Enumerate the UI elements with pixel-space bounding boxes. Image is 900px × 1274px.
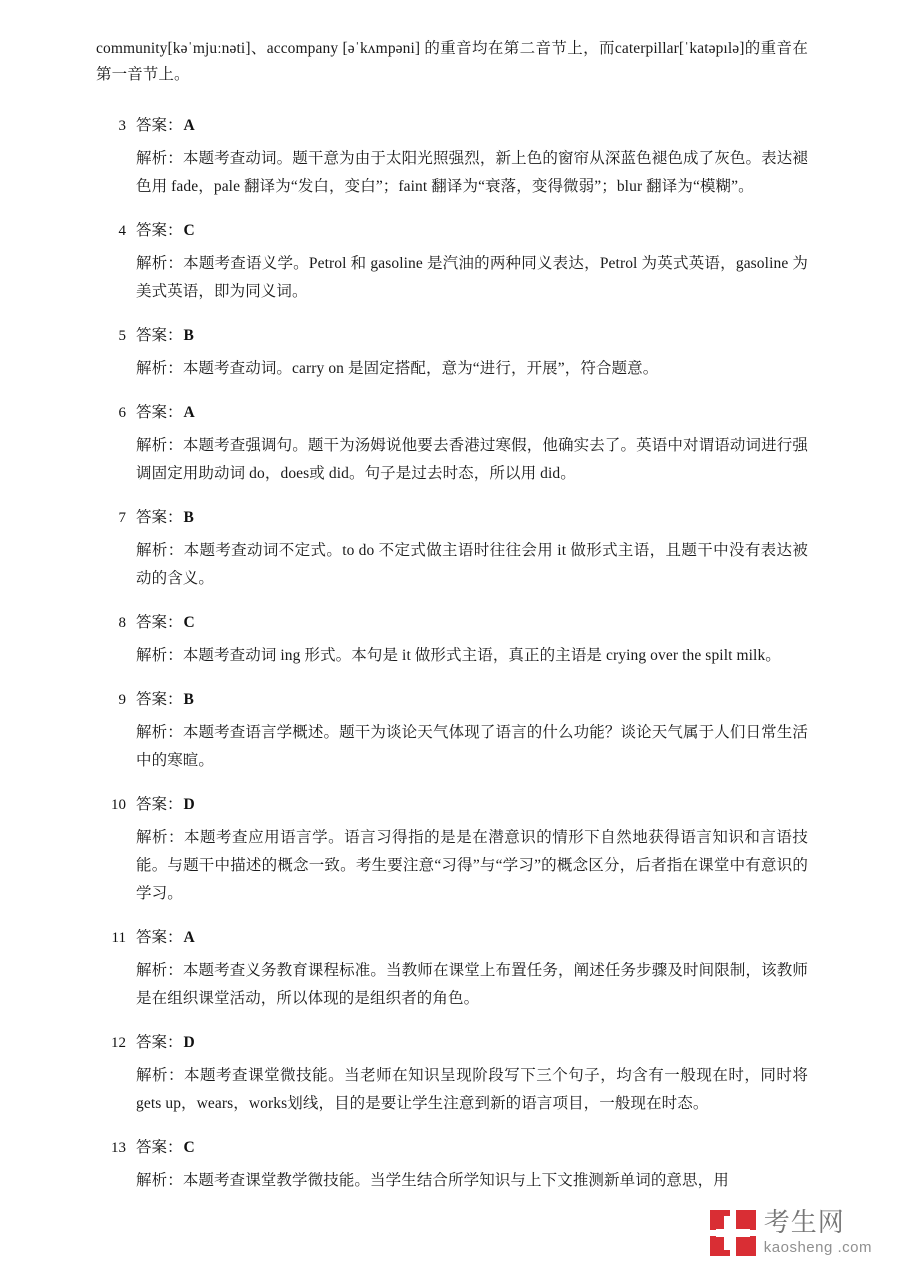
answer-label: 答案： [136, 796, 183, 813]
answer-line [96, 1124, 808, 1159]
answer-entry [96, 676, 808, 775]
answer-value: C [183, 1139, 195, 1156]
answer-value: A [183, 929, 195, 946]
answer-value: B [183, 509, 194, 526]
explanation-body: 本题考查义务教育课程标准。当教师在课堂上布置任务，阐述任务步骤及时间限制，该教师是在组织课堂活动，所以体现的是组织者的角色。 [136, 962, 808, 1007]
answer-label: 答案： [136, 614, 183, 631]
answer-entry [96, 781, 808, 908]
answer-line [96, 207, 808, 242]
explanation-line [96, 816, 808, 908]
explanation-label: 解析： [136, 962, 183, 979]
answer-line [96, 599, 808, 634]
explanation-label: 解析： [136, 542, 184, 559]
answer-value: B [183, 327, 194, 344]
explanation-line [96, 424, 808, 488]
watermark-text [764, 1210, 872, 1255]
explanation-body: 本题考查动词 ing 形式。本句是 it 做形式主语，真正的主语是 crying over the spilt milk。 [182, 647, 781, 664]
explanation-text [136, 355, 808, 383]
explanation-line [96, 1054, 808, 1118]
kaosheng-logo-icon [710, 1210, 756, 1256]
explanation-label: 解析： [136, 829, 185, 846]
explanation-line [96, 1159, 808, 1195]
question-number: 8 [118, 615, 126, 631]
answer-value: C [183, 614, 195, 631]
answer-line [96, 914, 808, 949]
explanation-body: 本题考查动词。carry on 是固定搭配，意为“进行，开展”，符合题意。 [182, 360, 659, 377]
explanation-line [96, 634, 808, 670]
question-number: 11 [111, 930, 126, 946]
explanation-text [136, 642, 808, 670]
explanation-text [136, 537, 808, 593]
question-number: 13 [111, 1140, 126, 1156]
question-number: 10 [111, 797, 126, 813]
watermark-name-en: kaosheng .com [763, 1238, 872, 1256]
explanation-label: 解析： [136, 1172, 183, 1189]
answer-line [96, 676, 808, 711]
answer-value: D [183, 1034, 195, 1051]
explanation-body: 本题考查语义学。Petrol 和 gasoline 是汽油的两种同义表达，Petrol 为英式英语，gasoline 为美式英语，即为同义词。 [136, 255, 808, 300]
question-number: 3 [118, 118, 126, 134]
explanation-text [136, 432, 808, 488]
explanation-text [136, 250, 808, 306]
answer-label: 答案： [136, 509, 183, 526]
answer-entry [96, 389, 808, 488]
explanation-line [96, 711, 808, 775]
question-number: 9 [118, 692, 126, 708]
indent-spacer [96, 1062, 136, 1118]
explanation-text [136, 957, 808, 1013]
watermark [710, 1210, 872, 1256]
indent-spacer [96, 719, 136, 775]
explanation-text [136, 719, 808, 775]
answer-value: C [183, 222, 195, 239]
indent-spacer [96, 537, 136, 593]
intro-paragraph: community[kəˈmjuːnəti]、accompany [əˈkʌmpəni] 的重音均在第二音节上，而caterpillar[ˈkatəpılə]的重音在第一音节上。 [96, 40, 808, 83]
explanation-line [96, 242, 808, 306]
indent-spacer [96, 824, 136, 908]
answer-line [96, 312, 808, 347]
answer-line [96, 1019, 808, 1054]
question-number: 12 [111, 1035, 126, 1051]
explanation-body: 本题考查应用语言学。语言习得指的是是在潜意识的情形下自然地获得语言知识和言语技能。与题干中描述的概念一致。考生要注意“习得”与“学习”的概念区分，后者指在课堂中有意识的学习。 [136, 829, 808, 902]
answer-label: 答案： [136, 327, 183, 344]
explanation-line [96, 949, 808, 1013]
answer-label: 答案： [136, 1139, 183, 1156]
question-number: 5 [118, 328, 126, 344]
answer-value: B [183, 691, 194, 708]
indent-spacer [96, 145, 136, 201]
explanation-body: 本题考查课堂微技能。当老师在知识呈现阶段写下三个句子，均含有一般现在时，同时将 gets up，wears，works划线，目的是要让学生注意到新的语言项目，一般现在时态。 [136, 1067, 808, 1112]
answer-entry [96, 1019, 808, 1118]
explanation-label: 解析： [136, 437, 183, 454]
explanation-body: 本题考查动词不定式。to do 不定式做主语时往往会用 it 做形式主语，且题干中没有表达被动的含义。 [136, 542, 808, 587]
answer-entry [96, 914, 808, 1013]
watermark-name-cn: 考生网 [763, 1208, 845, 1239]
answer-entry [96, 312, 808, 383]
explanation-body: 本题考查语言学概述。题干为谈论天气体现了语言的什么功能？谈论天气属于人们日常生活中的寒暄。 [136, 724, 808, 769]
explanation-body: 本题考查动词。题干意为由于太阳光照强烈，新上色的窗帘从深蓝色褪色成了灰色。表达褪色用 fade，pale 翻译为“发白，变白”；faint 翻译为“衰落，变得微弱”；blur 翻译为“模糊”。 [136, 150, 808, 195]
question-number: 6 [118, 405, 126, 421]
explanation-line [96, 347, 808, 383]
answer-line [96, 494, 808, 529]
document-content [96, 36, 808, 1201]
explanation-text [136, 145, 808, 201]
answer-label: 答案： [136, 929, 183, 946]
explanation-label: 解析： [136, 647, 183, 664]
answer-label: 答案： [136, 691, 183, 708]
explanation-label: 解析： [136, 1067, 185, 1084]
indent-spacer [96, 957, 136, 1013]
answer-label: 答案： [136, 404, 183, 421]
explanation-body: 本题考查强调句。题干为汤姆说他要去香港过寒假，他确实去了。英语中对谓语动词进行强调固定用助动词 do，does或 did。句子是过去时态，所以用 did。 [136, 437, 808, 482]
indent-spacer [96, 355, 136, 383]
answer-entry [96, 207, 808, 306]
explanation-text [136, 1062, 808, 1118]
answer-value: A [183, 117, 195, 134]
answer-entry [96, 599, 808, 670]
explanation-label: 解析： [136, 150, 183, 167]
indent-spacer [96, 250, 136, 306]
explanation-label: 解析： [136, 255, 184, 272]
answer-line [96, 102, 808, 137]
explanation-text [136, 824, 808, 908]
answer-entry [96, 494, 808, 593]
explanation-line [96, 529, 808, 593]
answer-label: 答案： [136, 117, 183, 134]
indent-spacer [96, 642, 136, 670]
answer-label: 答案： [136, 222, 183, 239]
answer-line [96, 781, 808, 816]
question-number: 7 [118, 510, 126, 526]
answer-entry [96, 1124, 808, 1195]
explanation-text [136, 1167, 808, 1195]
explanation-body: 本题考查课堂教学微技能。当学生结合所学知识与上下文推测新单词的意思，用 [182, 1172, 729, 1189]
indent-spacer [96, 1167, 136, 1195]
answer-entry [96, 102, 808, 201]
answer-line [96, 389, 808, 424]
explanation-line [96, 137, 808, 201]
answer-label: 答案： [136, 1034, 183, 1051]
explanation-label: 解析： [136, 724, 183, 741]
question-number: 4 [118, 223, 126, 239]
answer-value: D [183, 796, 195, 813]
answer-value: A [183, 404, 195, 421]
explanation-label: 解析： [136, 360, 183, 377]
indent-spacer [96, 432, 136, 488]
